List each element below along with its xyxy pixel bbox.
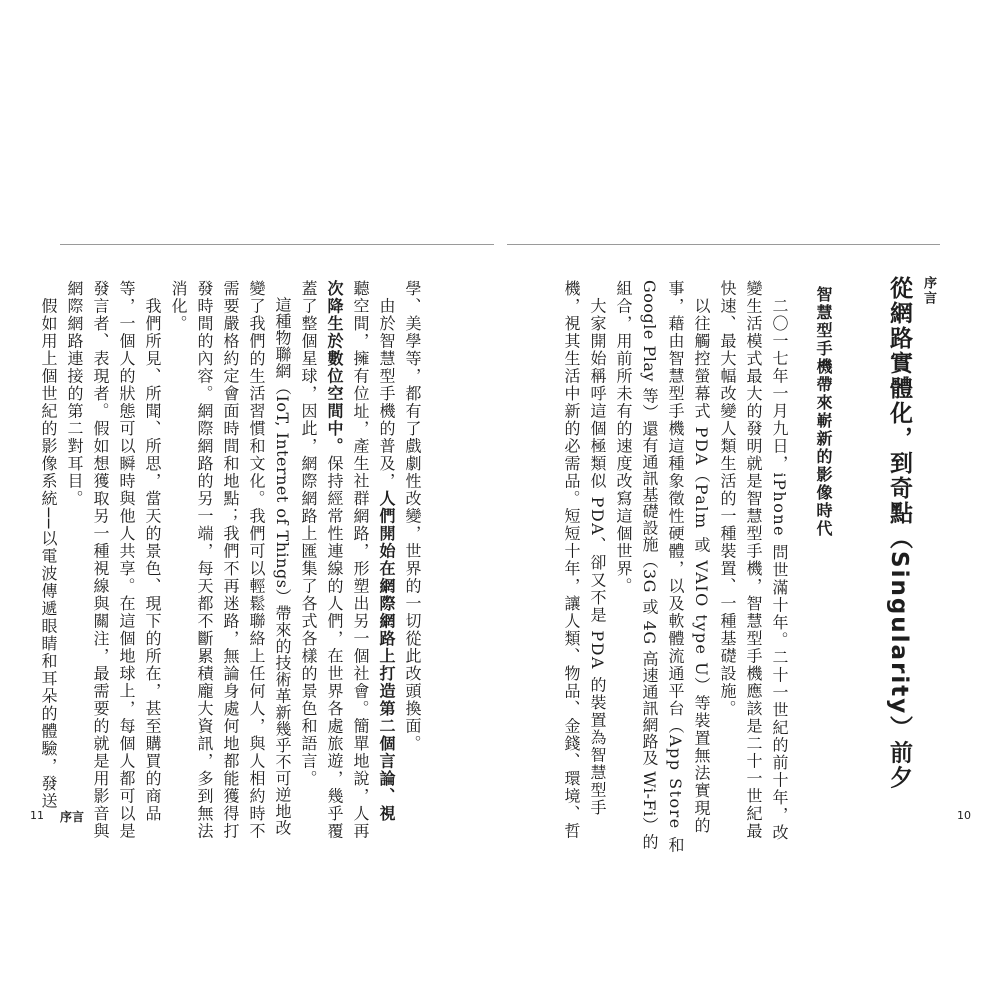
body-column: 變生活模式最大的發明就是智慧型手機，智慧型手機應該是二十一世紀最 xyxy=(744,280,763,840)
body-column: 消化。 xyxy=(169,280,188,333)
page-number-right: 10 xyxy=(957,809,971,822)
body-column: 快速、最大幅改變人類生活的一種裝置、一種基礎設施。 xyxy=(718,280,737,718)
right-header-rule xyxy=(507,244,940,245)
body-column: 事，藉由智慧型手機這種象徵性硬體，以及軟體流通平台（App Store 和 xyxy=(666,280,685,854)
body-column: 這種物聯網（IoT, Internet of Things）帶來的技術革新幾乎不可逆地改 xyxy=(273,280,292,836)
body-column: Google Play 等）還有通訊基礎設施（3G 或 4G 高速通訊網路及 Wi-Fi）的 xyxy=(640,280,659,850)
body-text: 由於智慧型手機的普及， xyxy=(377,280,396,490)
emphasis-column: 聽空間，擁有位址，產生社群網路，形塑出另一個社會。簡單地說，人再 xyxy=(351,280,370,840)
section-label: 序言 xyxy=(921,276,936,306)
running-footer-label: 序言 xyxy=(60,810,85,824)
body-text: 保持經常性連線的人們，在世界各處旅遊，幾乎覆 xyxy=(325,455,344,840)
body-column: 組合，用前所未有的速度改寫這個世界。 xyxy=(614,280,633,595)
body-column: 等，一個人的狀態可以瞬時與他人共享。在這個地球上，每個人都可以是 xyxy=(117,280,136,840)
body-column: 發時間的內容。網際網路的另一端，每天都不斷累積龐大資訊，多到無法 xyxy=(195,280,214,840)
body-column: 以往觸控螢幕式 PDA（Palm 或 VAIO type U）等裝置無法實現的 xyxy=(692,280,711,835)
emphasis-text: 次降生於數位空間中。 xyxy=(325,280,344,455)
chapter-title: 從網路實體化，到奇點（Singularity）前夕 xyxy=(886,276,912,791)
body-column: 發言者、表現者。假如想獲取另一種視線與關注，最需要的就是用影音與 xyxy=(91,280,110,840)
body-column xyxy=(326,280,342,840)
body-column: 變了我們的生活習慣和文化。我們可以輕鬆聯絡上任何人，與人相約時不 xyxy=(247,280,266,840)
body-column: 假如用上個世紀的影像系統──以電波傳遞眼睛和耳朵的體驗，發送 xyxy=(39,280,58,810)
emphasis-text: 人們開始在網際網路上打造第二個言論、視 xyxy=(377,490,396,823)
body-column: 機，視其生活中新的必需品。短短十年，讓人類、物品、金錢、環境、哲 xyxy=(562,280,581,840)
page-number-left: 11 xyxy=(30,809,44,822)
subheading: 智慧型手機帶來嶄新的影像時代 xyxy=(814,286,833,538)
left-header-rule xyxy=(60,244,494,245)
body-column: 網際網路連接的第二對耳目。 xyxy=(65,280,84,508)
body-column: 蓋了整個星球，因此，網際網路上匯集了各式各樣的景色和語言。 xyxy=(299,280,318,788)
body-column: 需要嚴格約定會面時間和地點；我們不再迷路，無論身處何地都能獲得打 xyxy=(221,280,240,840)
body-column: 二〇一七年一月九日，iPhone 問世滿十年。二十一世紀的前十年，改 xyxy=(770,280,789,842)
body-column xyxy=(378,280,394,823)
body-column: 我們所見、所聞、所思，當天的景色、現下的所在，甚至購買的商品 xyxy=(143,280,162,823)
body-column: 大家開始稱呼這個極類似 PDA、卻又不是 PDA 的裝置為智慧型手 xyxy=(588,280,607,817)
body-column: 學、美學等，都有了戲劇性改變，世界的一切從此改頭換面。 xyxy=(403,280,422,753)
